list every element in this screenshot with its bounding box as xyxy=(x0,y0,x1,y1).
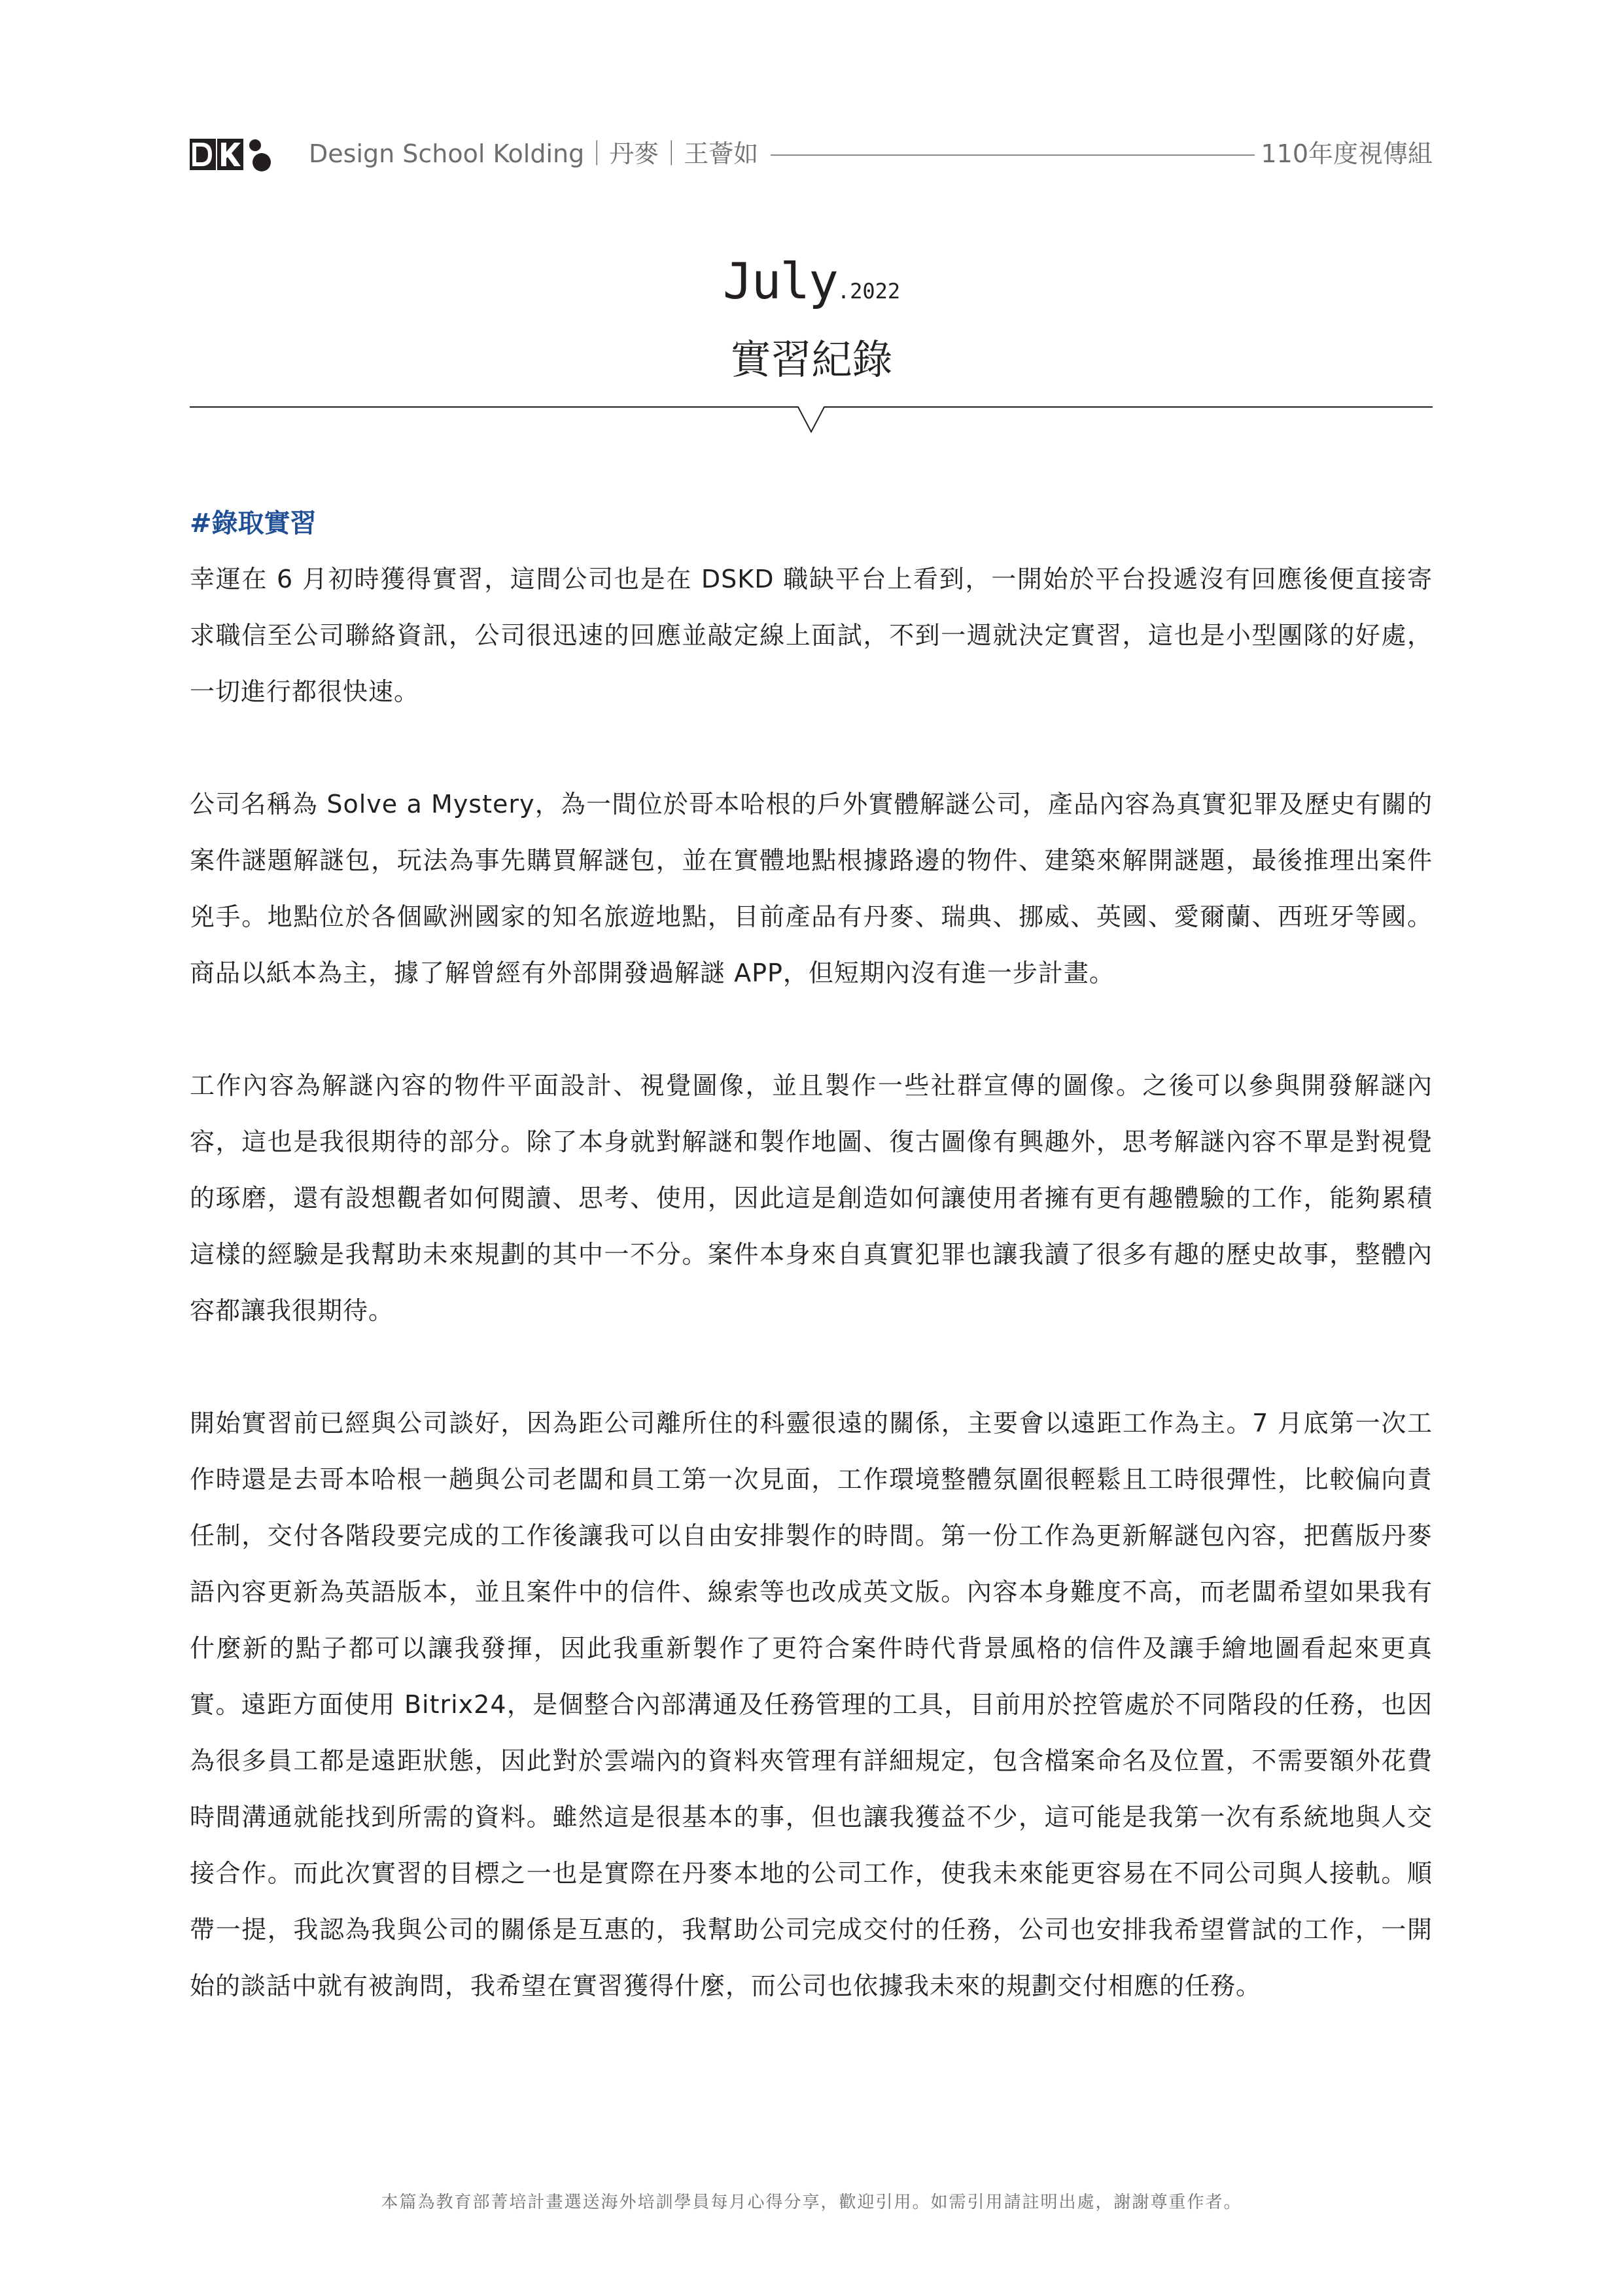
header-rule xyxy=(771,154,1255,156)
page-title: 實習紀錄 xyxy=(730,336,893,383)
section-title: #錄取實習 xyxy=(190,508,317,539)
paragraph-4: 開始實習前已經與公司談好，因為距公司離所住的科靈很遠的關係，主要會以遠距工作為主。7 月底第一次工作時還是去哥本哈根一趟與公司老闆和員工第一次見面，工作環境整體氛圍很輕鬆且工時很彈性，比較偏向責任制，交付各階段要完成的工作後讓我可以自由安排製作的時間。第一份工作為更新解謎包內容，把舊版丹麥語內容更新為英語版本，並且案件中的信件、線索等也改成英文版。內容本身難度不高，而老闆希望如果我有什麼新的點子都可以讓我發揮，因此我重新製作了更符合案件時代背景風格的信件及讓手繪地圖看起來更真實。遠距方面使用 Bitrix24，是個整合內部溝通及任務管理的工具，目前用於控管處於不同階段的任務，也因為很多員工都是遠距狀態，因此對於雲端內的資料夾管理有詳細規定，包含檔案命名及位置，不需要額外花費時間溝通就能找到所需的資料。雖然這是很基本的事，但也讓我獲益不少，這可能是我第一次有系統地與人交接合作。而此次實習的目標之一也是實際在丹麥本地的公司工作，使我未來能更容易在不同公司與人接軌。順帶一提，我認為我與公司的關係是互惠的，我幫助公司完成交付的任務，公司也安排我希望嘗試的工作，一開始的談話中就有被詢問，我希望在實習獲得什麼，而公司也依據我未來的規劃交付相應的任務。 xyxy=(190,1409,1433,2000)
page-header xyxy=(190,131,1433,177)
title-year: .2022 xyxy=(837,279,901,304)
title-block xyxy=(0,252,1623,310)
main-content xyxy=(190,504,1433,2014)
paragraph-3: 工作內容為解謎內容的物件平面設計、視覺圖像，並且製作一些社群宣傳的圖像。之後可以參與開發解謎內容，這也是我很期待的部分。除了本身就對解謎和製作地圖、復古圖像有興趣外，思考解謎內容不單是對視覺的琢磨，還有設想觀者如何閱讀、思考、使用，因此這是創造如何讓使用者擁有更有趣體驗的工作，能夠累積這樣的經驗是我幫助未來規劃的其中一不分。案件本身來自真實犯罪也讓我讀了很多有趣的歷史故事，整體內容都讓我很期待。 xyxy=(190,1071,1433,1325)
header-group-label: 110年度視傳組 xyxy=(1261,139,1433,168)
footer-note: 本篇為教育部菁培計畫選送海外培訓學員每月心得分享，歡迎引用。如需引用請註明出處，謝謝尊重作者。 xyxy=(381,2193,1242,2212)
paragraph-2: 公司名稱為 Solve a Mystery，為一間位於哥本哈根的戶外實體解謎公司，產品內容為真實犯罪及歷史有關的案件謎題解謎包，玩法為事先購買解謎包，並在實體地點根據路邊的物件、建築來解開謎題，最後推理出案件兇手。地點位於各個歐洲國家的知名旅遊地點，目前產品有丹麥、瑞典、挪威、英國、愛爾蘭、西班牙等國。商品以紙本為主，據了解曾經有外部開發過解謎 APP，但短期內沒有進一步計畫。 xyxy=(190,790,1433,987)
dskd-logo xyxy=(190,137,287,171)
title-month: July xyxy=(722,252,837,310)
title-divider xyxy=(190,399,1433,438)
paragraph-1: 幸運在 6 月初時獲得實習，這間公司也是在 DSKD 職缺平台上看到，一開始於平台投遞沒有回應後便直接寄求職信至公司聯絡資訊，公司很迅速的回應並敲定線上面試，不到一週就決定實習，這也是小型團隊的好處，一切進行都很快速。 xyxy=(190,565,1433,706)
header-author-info: Design School Kolding｜丹麥｜王薈如 xyxy=(309,139,759,168)
